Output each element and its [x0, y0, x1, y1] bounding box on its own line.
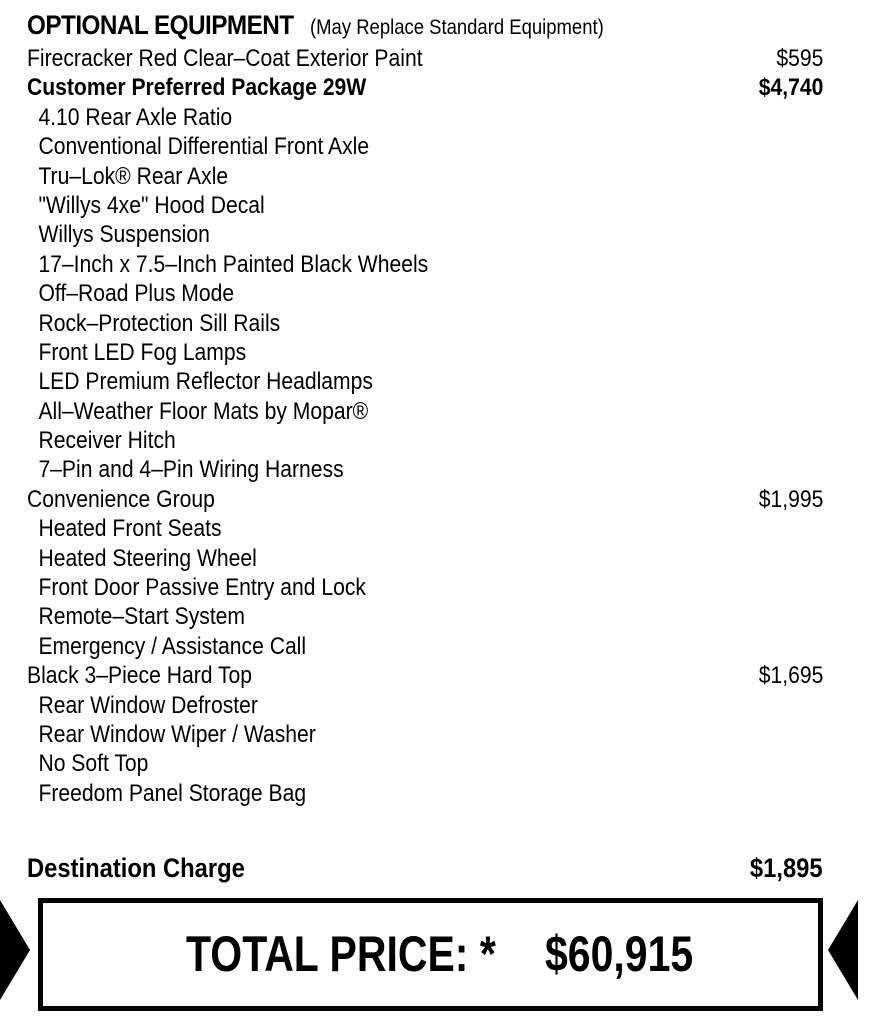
- feature-label: No Soft Top: [38, 750, 149, 778]
- feature-item: [27, 602, 823, 631]
- right-arrow-marker: [828, 900, 858, 1000]
- option-price: $4,740: [758, 74, 823, 102]
- feature-label: "Willys 4xe" Hood Decal: [38, 191, 265, 219]
- left-arrow-marker: [0, 900, 30, 1000]
- section-subtitle: (May Replace Standard Equipment): [309, 16, 604, 39]
- feature-item: [27, 309, 823, 338]
- feature-item: [27, 720, 823, 749]
- feature-label: All–Weather Floor Mats by Mopar®: [38, 397, 369, 425]
- feature-item: [27, 338, 823, 367]
- feature-label: Willys Suspension: [38, 221, 210, 249]
- option-label: Customer Preferred Package 29W: [27, 74, 367, 102]
- feature-item: [27, 544, 823, 573]
- feature-item: [27, 455, 823, 484]
- feature-label: LED Premium Reflector Headlamps: [38, 368, 373, 396]
- feature-item: [27, 397, 823, 426]
- feature-item: [27, 250, 823, 279]
- feature-label: Rock–Protection Sill Rails: [38, 309, 281, 337]
- section-title: OPTIONAL EQUIPMENT: [27, 10, 294, 40]
- feature-item: [27, 132, 823, 161]
- feature-item: [27, 632, 823, 661]
- feature-label: Front Door Passive Entry and Lock: [38, 574, 366, 602]
- option-label: Firecracker Red Clear–Coat Exterior Paint: [27, 45, 423, 72]
- total-price-value: $60,915: [545, 926, 694, 982]
- feature-label: Conventional Differential Front Axle: [38, 133, 370, 161]
- option-row: [27, 44, 823, 73]
- option-label: Black 3–Piece Hard Top: [27, 662, 253, 690]
- destination-charge-row: [27, 852, 823, 884]
- feature-label: Rear Window Wiper / Washer: [38, 720, 316, 748]
- feature-item: [27, 749, 823, 778]
- feature-item: [27, 191, 823, 220]
- option-row: [27, 661, 823, 690]
- feature-label: Heated Front Seats: [38, 515, 222, 543]
- feature-label: Heated Steering Wheel: [38, 544, 257, 572]
- feature-item: [27, 691, 823, 720]
- option-price: $595: [776, 45, 823, 72]
- feature-item: [27, 426, 823, 455]
- options-list: [27, 44, 823, 808]
- destination-charge-label: Destination Charge: [27, 853, 245, 883]
- feature-label: Off–Road Plus Mode: [38, 280, 235, 308]
- feature-item: [27, 162, 823, 191]
- feature-label: Emergency / Assistance Call: [38, 632, 307, 660]
- option-price: $1,695: [758, 662, 823, 690]
- option-label: Convenience Group: [27, 485, 215, 513]
- feature-item: [27, 367, 823, 396]
- feature-label: Freedom Panel Storage Bag: [38, 779, 307, 807]
- feature-item: [27, 514, 823, 543]
- option-row: [27, 485, 823, 514]
- feature-label: 17–Inch x 7.5–Inch Painted Black Wheels: [38, 250, 429, 278]
- total-price-box: [38, 898, 823, 1011]
- destination-charge-price: $1,895: [750, 853, 823, 883]
- option-price: $1,995: [758, 485, 823, 513]
- feature-label: 7–Pin and 4–Pin Wiring Harness: [38, 456, 344, 484]
- feature-label: 4.10 Rear Axle Ratio: [38, 103, 233, 131]
- feature-item: [27, 279, 823, 308]
- feature-label: Remote–Start System: [38, 603, 246, 631]
- section-header: [27, 10, 644, 41]
- feature-item: [27, 573, 823, 602]
- feature-label: Rear Window Defroster: [38, 691, 258, 719]
- option-row: [27, 73, 823, 102]
- feature-item: [27, 220, 823, 249]
- feature-label: Front LED Fog Lamps: [38, 338, 247, 366]
- total-price-label: TOTAL PRICE: *: [186, 926, 496, 982]
- feature-item: [27, 779, 823, 808]
- feature-item: [27, 103, 823, 132]
- feature-label: Tru–Lok® Rear Axle: [38, 162, 229, 190]
- feature-label: Receiver Hitch: [38, 427, 176, 455]
